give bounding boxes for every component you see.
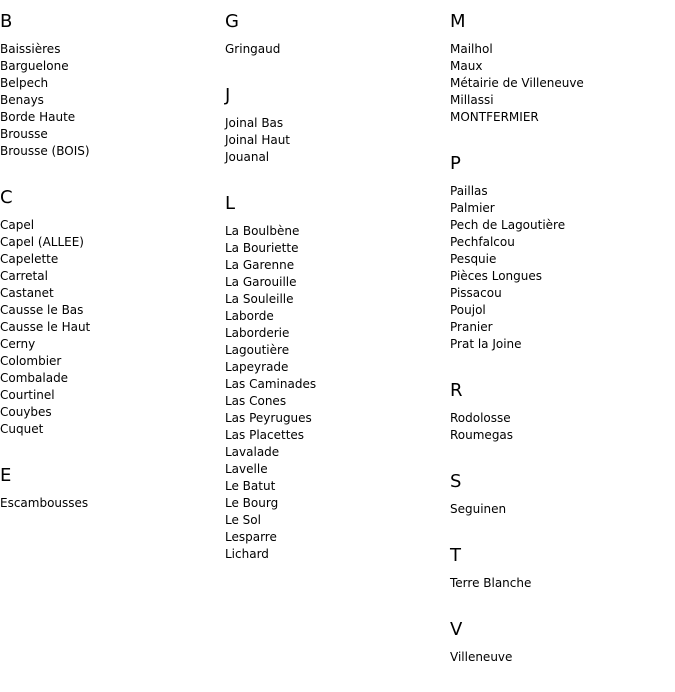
section-letter-heading: R (450, 380, 463, 401)
section-v (450, 618, 670, 666)
place-list-item: La Bouriette (225, 241, 299, 255)
place-list-item: Paillas (450, 184, 488, 198)
place-list-item: Le Batut (225, 479, 276, 493)
section-c (0, 186, 220, 438)
place-list-item: Lesparre (225, 530, 277, 544)
section-letter-heading: M (450, 11, 466, 32)
section-letter-heading: J (225, 85, 231, 106)
place-list-item: Lavelle (225, 462, 268, 476)
place-list-item: Baissières (0, 42, 61, 56)
place-list-item: Belpech (0, 76, 49, 90)
place-list-item: Escambousses (0, 496, 89, 510)
place-list-item: Prat la Joine (450, 337, 522, 351)
place-list-item: Pech de Lagoutière (450, 218, 566, 232)
place-list-item: Le Sol (225, 513, 261, 527)
section-letter-heading: V (450, 619, 463, 640)
place-list-item: Las Peyrugues (225, 411, 312, 425)
place-list-item: Mailhol (450, 42, 493, 56)
section-letter-heading: L (225, 193, 236, 214)
place-list-item: Pranier (450, 320, 493, 334)
place-list-item: Rodolosse (450, 411, 511, 425)
place-list-item: Brousse (0, 127, 48, 141)
place-list-item: Pissacou (450, 286, 502, 300)
place-list-item: Pechfalcou (450, 235, 515, 249)
place-list (0, 41, 220, 160)
place-list-item: Capel (ALLEE) (0, 235, 84, 249)
place-list-item: Roumegas (450, 428, 514, 442)
place-list-item: Colombier (0, 354, 62, 368)
place-list (450, 183, 670, 353)
place-list-item: Capelette (0, 252, 59, 266)
place-list-item: Causse le Bas (0, 303, 84, 317)
place-list-item: Barguelone (0, 59, 69, 73)
section-g (225, 10, 445, 58)
place-list-item: Villeneuve (450, 650, 513, 664)
place-list (450, 649, 670, 666)
place-list-item: La Boulbène (225, 224, 300, 238)
section-r (450, 379, 670, 444)
place-list-item: Maux (450, 59, 483, 73)
place-list (450, 501, 670, 518)
place-list-item: Causse le Haut (0, 320, 91, 334)
place-list-item: Joinal Haut (225, 133, 291, 147)
section-t (450, 544, 670, 592)
place-list-item: Las Placettes (225, 428, 305, 442)
place-list-item: Jouanal (225, 150, 270, 164)
column-3 (450, 10, 670, 692)
place-list-item: Lagoutière (225, 343, 290, 357)
section-p (450, 152, 670, 353)
place-list-item: Courtinel (0, 388, 55, 402)
place-list-item: La Souleille (225, 292, 294, 306)
place-list-item: La Garouille (225, 275, 297, 289)
column-2 (225, 10, 445, 589)
place-list-item: Seguinen (450, 502, 507, 516)
place-list-item: Pièces Longues (450, 269, 543, 283)
place-list-item: Le Bourg (225, 496, 279, 510)
place-list-item: Laborde (225, 309, 274, 323)
section-e (0, 464, 220, 512)
column-1 (0, 10, 220, 538)
place-list-item: La Garenne (225, 258, 295, 272)
place-list-item: Las Caminades (225, 377, 317, 391)
place-list (0, 495, 220, 512)
place-list-item: Joinal Bas (225, 116, 284, 130)
section-l (225, 192, 445, 563)
place-list (450, 410, 670, 444)
place-list-item: Terre Blanche (450, 576, 532, 590)
section-m (450, 10, 670, 126)
place-list-item: Palmier (450, 201, 495, 215)
place-list-item: Lichard (225, 547, 269, 561)
place-list-item: Lapeyrade (225, 360, 289, 374)
place-list-item: Gringaud (225, 42, 281, 56)
place-list-item: Capel (0, 218, 35, 232)
place-list (0, 217, 220, 438)
place-list-item: Lavalade (225, 445, 280, 459)
place-list-item: Métairie de Villeneuve (450, 76, 584, 90)
place-list-item: Carretal (0, 269, 48, 283)
section-j (225, 84, 445, 166)
place-list (450, 575, 670, 592)
place-list-item: Las Cones (225, 394, 287, 408)
place-list (225, 115, 445, 166)
place-list-item: Poujol (450, 303, 486, 317)
section-letter-heading: E (0, 465, 12, 486)
place-list-item: Millassi (450, 93, 494, 107)
place-list-item: Pesquie (450, 252, 497, 266)
section-s (450, 470, 670, 518)
section-letter-heading: C (0, 187, 13, 208)
place-list-item: Borde Haute (0, 110, 76, 124)
place-list-item: Couybes (0, 405, 52, 419)
section-letter-heading: T (450, 545, 461, 566)
section-letter-heading: P (450, 153, 461, 174)
section-letter-heading: G (225, 11, 239, 32)
place-list-item: Cuquet (0, 422, 44, 436)
place-list-item: Laborderie (225, 326, 290, 340)
place-list-item: Brousse (BOIS) (0, 144, 90, 158)
place-list-item: Castanet (0, 286, 54, 300)
place-list (450, 41, 670, 126)
place-list-item: Combalade (0, 371, 69, 385)
section-b (0, 10, 220, 160)
place-list (225, 223, 445, 563)
place-list (225, 41, 445, 58)
place-list-item: Benays (0, 93, 44, 107)
place-list-item: Cerny (0, 337, 36, 351)
section-letter-heading: S (450, 471, 462, 492)
place-list-item: MONTFERMIER (450, 110, 539, 124)
section-letter-heading: B (0, 11, 13, 32)
